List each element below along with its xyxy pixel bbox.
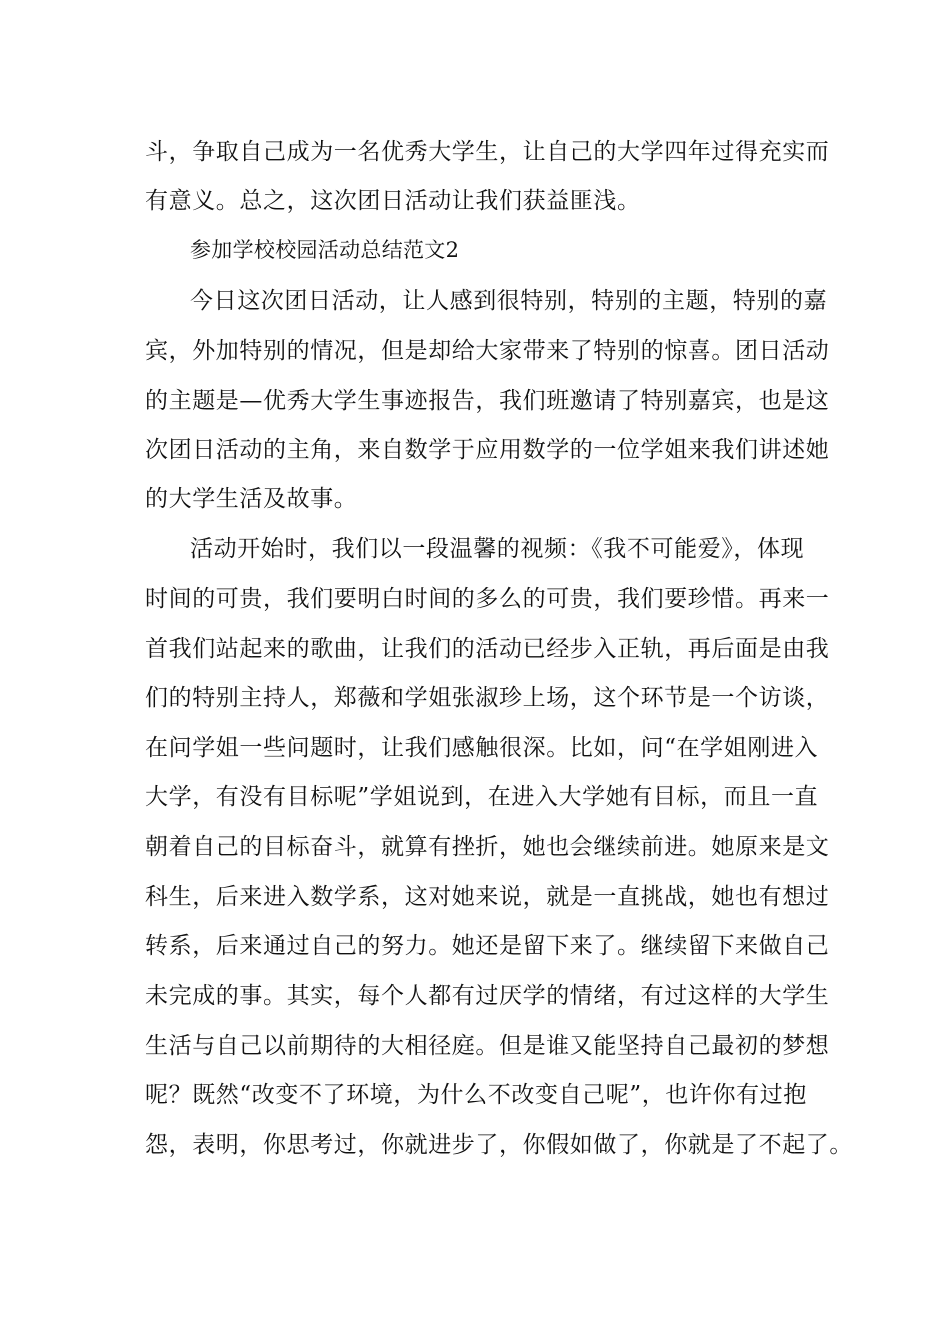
section-heading: 参加学校校园活动总结范文2 bbox=[190, 238, 460, 262]
paragraph-line: 的大学生活及故事。 bbox=[145, 486, 358, 512]
paragraph-line: 的主题是—优秀大学生事迹报告，我们班邀请了特别嘉宾，也是这 bbox=[145, 388, 830, 414]
paragraph-line: 们的特别主持人，郑薇和学姐张淑珍上场，这个环节是一个访谈， bbox=[145, 685, 830, 711]
paragraph-line: 转系，后来通过自己的努力。她还是留下来了。继续留下来做自己 bbox=[145, 933, 830, 959]
paragraph-line: 怨，表明，你思考过，你就进步了，你假如做了，你就是了不起了。 bbox=[145, 1132, 853, 1158]
paragraph-line: 在问学姐一些问题时，让我们感触很深。比如，问“在学姐刚进入 bbox=[145, 735, 819, 761]
paragraph-line: 活动开始时，我们以一段温馨的视频：《我不可能爱》，体现 bbox=[190, 536, 805, 562]
paragraph-line: 未完成的事。其实，每个人都有过厌学的情绪，有过这样的大学生 bbox=[145, 983, 830, 1009]
paragraph-line: 时间的可贵，我们要明白时间的多么的可贵，我们要珍惜。再来一 bbox=[145, 586, 830, 612]
paragraph-line: 宾，外加特别的情况，但是却给大家带来了特别的惊喜。团日活动 bbox=[145, 338, 830, 364]
paragraph-line: 呢？既然“改变不了环境，为什么不改变自己呢”，也许你有过抱 bbox=[145, 1082, 807, 1108]
paragraph-line: 朝着自己的目标奋斗，就算有挫折，她也会继续前进。她原来是文 bbox=[145, 834, 830, 860]
paragraph-line: 大学，有没有目标呢”学姐说到，在进入大学她有目标，而且一直 bbox=[145, 784, 819, 810]
paragraph-line: 科生，后来进入数学系，这对她来说，就是一直挑战，她也有想过 bbox=[145, 884, 830, 910]
paragraph-line: 次团日活动的主角，来自数学于应用数学的一位学姐来我们讲述她 bbox=[145, 437, 830, 463]
paragraph-line: 有意义。总之，这次团日活动让我们获益匪浅。 bbox=[145, 188, 641, 214]
paragraph-line: 斗，争取自己成为一名优秀大学生，让自己的大学四年过得充实而 bbox=[145, 139, 830, 165]
paragraph-line: 今日这次团日活动，让人感到很特别，特别的主题，特别的嘉 bbox=[190, 288, 828, 314]
paragraph-line: 生活与自己以前期待的大相径庭。但是谁又能坚持自己最初的梦想 bbox=[145, 1033, 830, 1059]
paragraph-line: 首我们站起来的歌曲，让我们的活动已经步入正轨，再后面是由我 bbox=[145, 636, 830, 662]
